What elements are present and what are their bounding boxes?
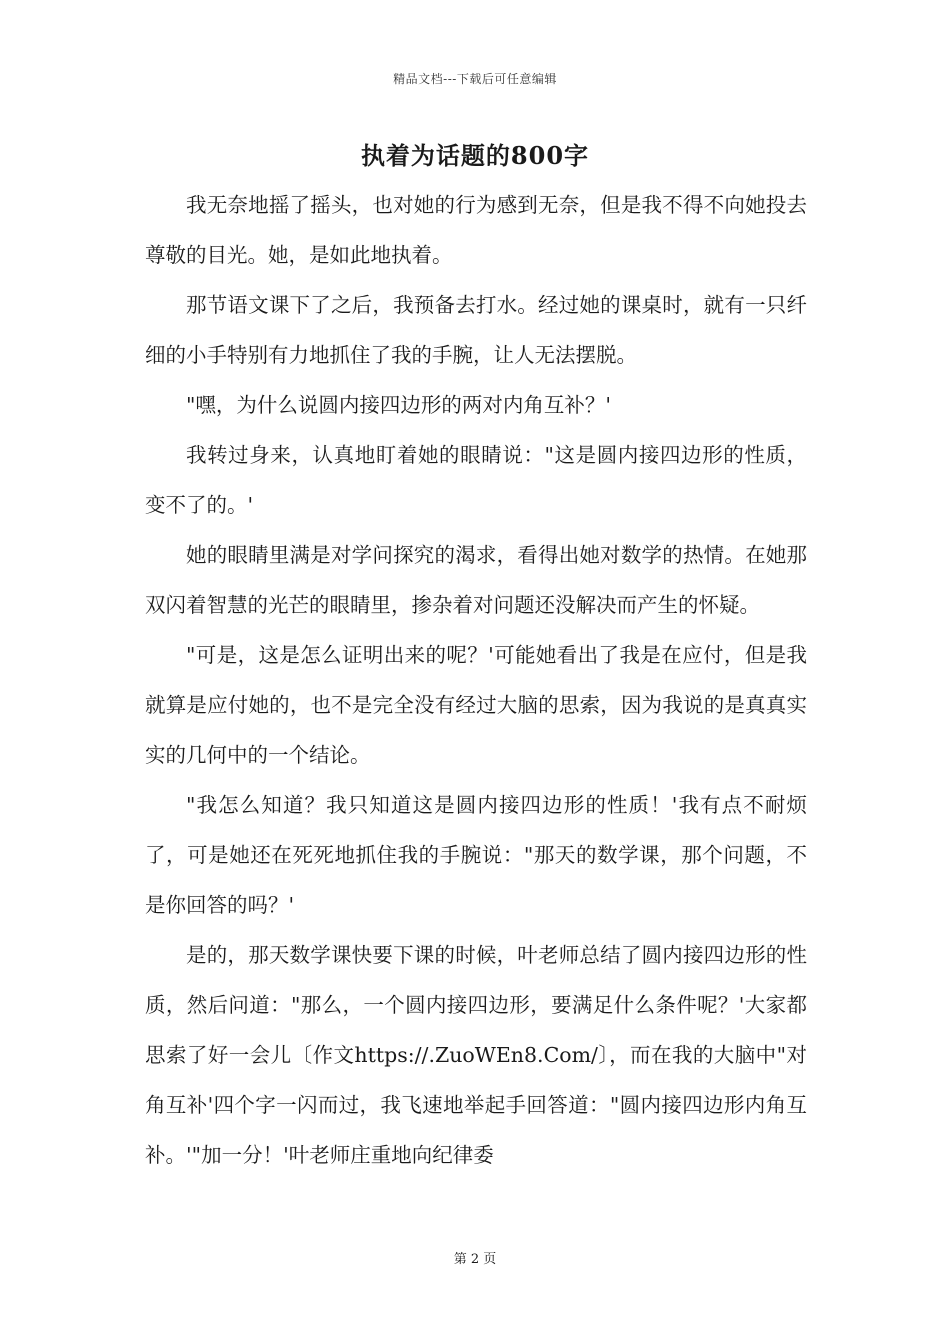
document-body	[145, 180, 807, 1180]
page-header: 精品文档---下载后可任意编辑	[393, 72, 557, 86]
page-number: 第 2 页	[453, 1252, 497, 1267]
paragraph-7: "我怎么知道？我只知道这是圆内接四边形的性质！'我有点不耐烦了，可是她还在死死地抓住我的手腕说："那天的数学课，那个问题，不是你回答的吗？'	[145, 793, 807, 917]
paragraph-4: 我转过身来，认真地盯着她的眼睛说："这是圆内接四边形的性质，变不了的。'	[145, 443, 807, 517]
document-title: 执着为话题的800字	[360, 141, 590, 170]
paragraph-1: 我无奈地摇了摇头，也对她的行为感到无奈，但是我不得不向她投去尊敬的目光。她，是如此地执着。	[145, 193, 807, 267]
paragraph-6: "可是，这是怎么证明出来的呢？'可能她看出了我是在应付，但是我就算是应付她的，也不是完全没有经过大脑的思索，因为我说的是真真实实的几何中的一个结论。	[145, 643, 807, 767]
paragraph-3: "嘿，为什么说圆内接四边形的两对内角互补？'	[186, 393, 612, 417]
paragraph-2: 那节语文课下了之后，我预备去打水。经过她的课桌时，就有一只纤细的小手特别有力地抓住了我的手腕，让人无法摆脱。	[145, 293, 807, 367]
paragraph-8: 是的，那天数学课快要下课的时候，叶老师总结了圆内接四边形的性质，然后问道："那么，一个圆内接四边形，要满足什么条件呢？'大家都思索了好一会儿〔作文https://.ZuoWEn8.Com/〕，而在我的大脑中"对角互补'四个字一闪而过，我飞速地举起手回答道："圆内接四边形内角互补。'"加一分！'叶老师庄重地向纪律委	[145, 943, 807, 1167]
paragraph-5: 她的眼睛里满是对学问探究的渴求，看得出她对数学的热情。在她那双闪着智慧的光芒的眼睛里，掺杂着对问题还没解决而产生的怀疑。	[145, 543, 807, 617]
